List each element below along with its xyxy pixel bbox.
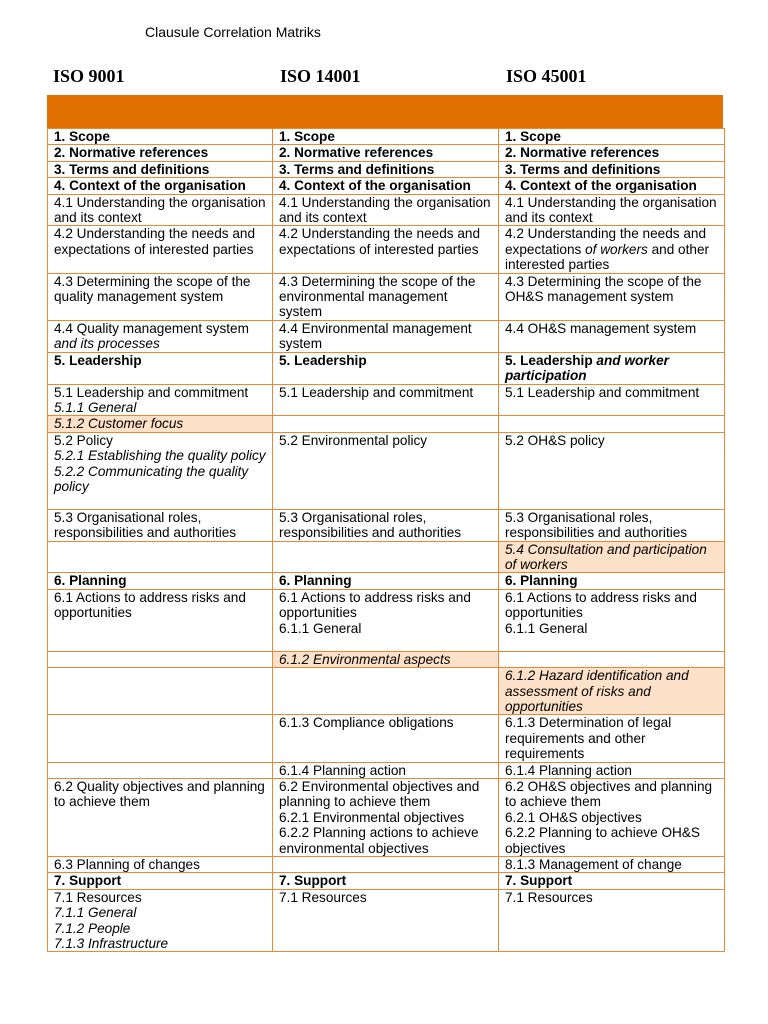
clause-text: 5.4 Consultation and participation of workers xyxy=(505,541,707,572)
clause-cell-iso-14001 xyxy=(273,762,499,778)
clause-text: 5. Leadership xyxy=(54,352,142,368)
clause-cell-iso-9001 xyxy=(48,541,273,573)
clause-text: 3. Terms and definitions xyxy=(279,161,435,177)
clause-cell-iso-14001 xyxy=(273,178,499,194)
clause-text: 8.1.3 Management of change xyxy=(505,857,682,873)
clause-cell-iso-14001 xyxy=(273,194,499,226)
clause-cell-iso-45001 xyxy=(499,715,725,762)
clause-text: 1. Scope xyxy=(54,129,110,144)
clause-text: 5.1 Leadership and commitment xyxy=(505,384,700,400)
clause-text: 6.2.1 OH&S objectives xyxy=(505,809,642,825)
clause-cell-iso-14001 xyxy=(273,432,499,509)
clause-cell-iso-14001 xyxy=(273,384,499,416)
clause-text: 5.2 OH&S policy xyxy=(505,432,605,448)
clause-cell-iso-14001 xyxy=(273,589,499,651)
document-title: Clausule Correlation Matriks xyxy=(145,24,321,40)
clause-correlation-table xyxy=(47,128,725,952)
clause-text: 6.2 Quality objectives and planning to achieve them xyxy=(54,779,265,810)
table-row xyxy=(48,178,725,194)
clause-text: 2. Normative references xyxy=(54,145,209,161)
table-row xyxy=(48,416,725,432)
table-row xyxy=(48,384,725,416)
table-row xyxy=(48,573,725,589)
clause-text: 7.1 Resources xyxy=(505,889,593,905)
table-row xyxy=(48,779,725,857)
clause-text: 1. Scope xyxy=(279,129,335,144)
clause-cell-iso-9001 xyxy=(48,352,273,384)
clause-cell-iso-9001 xyxy=(48,889,273,952)
clause-text: 5.3 Organisational roles, responsibilities and authorities xyxy=(279,509,462,541)
clause-text: 5.1.1 General xyxy=(54,399,137,415)
clause-cell-iso-14001 xyxy=(273,779,499,857)
clause-text: and worker participation xyxy=(505,352,669,384)
clause-cell-iso-14001 xyxy=(273,226,499,273)
clause-text: 5.2 Policy xyxy=(54,432,113,448)
clause-cell-iso-45001 xyxy=(499,145,725,161)
clause-text: 6.1 Actions to address risks and opportunities xyxy=(54,589,246,621)
clause-text: 6.1.1 General xyxy=(279,620,362,636)
clause-text: 5. Leadership xyxy=(279,352,367,368)
table-row xyxy=(48,194,725,226)
clause-cell-iso-9001 xyxy=(48,178,273,194)
clause-cell-iso-14001 xyxy=(273,352,499,384)
table-row xyxy=(48,161,725,177)
clause-cell-iso-9001 xyxy=(48,573,273,589)
clause-text: 5.1 Leadership and commitment xyxy=(279,384,474,400)
clause-cell-iso-45001 xyxy=(499,320,725,352)
clause-cell-iso-9001 xyxy=(48,416,273,432)
clause-text: 7.1.3 Infrastructure xyxy=(54,936,169,952)
table-row xyxy=(48,509,725,541)
clause-text: 7. Support xyxy=(279,873,347,889)
clause-cell-iso-9001 xyxy=(48,145,273,161)
clause-cell-iso-9001 xyxy=(48,509,273,541)
clause-cell-iso-45001 xyxy=(499,432,725,509)
clause-text: 4.4 Quality management system xyxy=(54,320,249,336)
clause-text: 6.2.2 Planning actions to achieve environmental objectives xyxy=(279,825,479,856)
clause-text: 5.2.1 Establishing the quality policy xyxy=(54,448,266,464)
clause-cell-iso-14001 xyxy=(273,651,499,667)
clause-text: 4.1 Understanding the organisation and its context xyxy=(279,194,491,226)
clause-text: 4.4 OH&S management system xyxy=(505,320,697,336)
clause-cell-iso-9001 xyxy=(48,589,273,651)
clause-cell-iso-9001 xyxy=(48,161,273,177)
clause-text: 4. Context of the organisation xyxy=(279,178,471,194)
table-row xyxy=(48,145,725,161)
table-row xyxy=(48,226,725,273)
column-header-iso-9001: ISO 9001 xyxy=(53,66,125,86)
clause-cell-iso-45001 xyxy=(499,651,725,667)
clause-text: 3. Terms and definitions xyxy=(505,161,661,177)
clause-cell-iso-45001 xyxy=(499,178,725,194)
clause-text: 5.1 Leadership and commitment xyxy=(54,384,249,400)
clause-text: 2. Normative references xyxy=(279,145,434,161)
clause-cell-iso-9001 xyxy=(48,226,273,273)
clause-text: 7. Support xyxy=(505,873,573,889)
clause-cell-iso-45001 xyxy=(499,668,725,715)
clause-text: 7.1 Resources xyxy=(54,889,142,905)
clause-cell-iso-14001 xyxy=(273,509,499,541)
clause-text: 6.2 Environmental objectives and planning to achieve them xyxy=(279,779,480,810)
table-row xyxy=(48,889,725,952)
table-row xyxy=(48,320,725,352)
column-header-iso-14001: ISO 14001 xyxy=(280,66,361,86)
clause-text: 4.4 Environmental management system xyxy=(279,320,472,352)
clause-cell-iso-45001 xyxy=(499,416,725,432)
clause-text: 6.1.2 Hazard identification and assessment of risks and opportunities xyxy=(505,668,689,714)
table-row xyxy=(48,541,725,573)
clause-text: 6.3 Planning of changes xyxy=(54,857,200,873)
clause-cell-iso-14001 xyxy=(273,715,499,762)
clause-text: 3. Terms and definitions xyxy=(54,161,210,177)
table-row xyxy=(48,352,725,384)
clause-text: 4.1 Understanding the organisation and its context xyxy=(54,194,266,226)
clause-text: 6. Planning xyxy=(54,573,127,589)
clause-cell-iso-14001 xyxy=(273,416,499,432)
clause-cell-iso-9001 xyxy=(48,857,273,873)
table-row xyxy=(48,129,725,145)
clause-text: 6.1.2 Environmental aspects xyxy=(279,651,451,667)
clause-text: 4. Context of the organisation xyxy=(54,178,246,194)
clause-cell-iso-9001 xyxy=(48,779,273,857)
clause-cell-iso-45001 xyxy=(499,889,725,952)
clause-cell-iso-45001 xyxy=(499,194,725,226)
clause-cell-iso-14001 xyxy=(273,889,499,952)
clause-text: 6.2.1 Environmental objectives xyxy=(279,809,465,825)
clause-text: 6.2 OH&S objectives and planning to achieve them xyxy=(505,779,713,810)
clause-text: 4.1 Understanding the organisation and its context xyxy=(505,194,717,226)
clause-text: 6.1.1 General xyxy=(505,620,588,636)
clause-text: 5.3 Organisational roles, responsibilities and authorities xyxy=(54,509,237,541)
clause-cell-iso-9001 xyxy=(48,273,273,320)
header-band xyxy=(47,95,723,128)
clause-cell-iso-14001 xyxy=(273,541,499,573)
clause-text: 6.1 Actions to address risks and opportunities xyxy=(279,589,471,621)
table-row xyxy=(48,273,725,320)
clause-cell-iso-14001 xyxy=(273,129,499,145)
clause-text: 7.1 Resources xyxy=(279,889,367,905)
clause-cell-iso-45001 xyxy=(499,762,725,778)
clause-cell-iso-9001 xyxy=(48,762,273,778)
clause-cell-iso-45001 xyxy=(499,541,725,573)
clause-text: 4. Context of the organisation xyxy=(505,178,697,194)
clause-cell-iso-14001 xyxy=(273,273,499,320)
clause-text: 6.2.2 Planning to achieve OH&S objectives xyxy=(505,825,700,856)
clause-text: 7. Support xyxy=(54,873,122,889)
clause-cell-iso-45001 xyxy=(499,573,725,589)
table-row xyxy=(48,857,725,873)
column-header-iso-45001: ISO 45001 xyxy=(506,66,587,86)
clause-text: 4.3 Determining the scope of the OH&S management system xyxy=(505,273,702,305)
clause-text: 6. Planning xyxy=(505,573,578,589)
clause-text: 4.2 Understanding the needs and expectations xyxy=(505,226,707,257)
table-row xyxy=(48,589,725,651)
clause-text: 6.1.3 Compliance obligations xyxy=(279,715,454,731)
clause-cell-iso-45001 xyxy=(499,226,725,273)
clause-cell-iso-45001 xyxy=(499,509,725,541)
clause-text: 5.1.2 Customer focus xyxy=(54,416,184,432)
clause-cell-iso-45001 xyxy=(499,129,725,145)
clause-text: 2. Normative references xyxy=(505,145,660,161)
clause-cell-iso-14001 xyxy=(273,145,499,161)
clause-cell-iso-45001 xyxy=(499,873,725,889)
clause-text: 6.1.3 Determination of legal requirements and other requirements xyxy=(505,715,672,762)
clause-cell-iso-14001 xyxy=(273,573,499,589)
clause-text: and its processes xyxy=(54,336,160,352)
clause-cell-iso-45001 xyxy=(499,273,725,320)
clause-text: 5. Leadership xyxy=(505,352,597,368)
clause-text: 5.3 Organisational roles, responsibilities and authorities xyxy=(505,509,688,541)
clause-cell-iso-45001 xyxy=(499,161,725,177)
clause-cell-iso-9001 xyxy=(48,194,273,226)
clause-text: 6. Planning xyxy=(279,573,352,589)
clause-cell-iso-14001 xyxy=(273,668,499,715)
table-row xyxy=(48,762,725,778)
table-row xyxy=(48,715,725,762)
table-row xyxy=(48,668,725,715)
clause-text: 4.3 Determining the scope of the quality management system xyxy=(54,273,251,305)
clause-text: 4.2 Understanding the needs and expectations of interested parties xyxy=(279,226,481,257)
clause-text: 1. Scope xyxy=(505,129,561,144)
clause-cell-iso-9001 xyxy=(48,668,273,715)
table-body xyxy=(48,129,725,952)
clause-cell-iso-14001 xyxy=(273,320,499,352)
clause-cell-iso-9001 xyxy=(48,873,273,889)
table-row xyxy=(48,651,725,667)
clause-text: 4.2 Understanding the needs and expectations of interested parties xyxy=(54,226,256,257)
clause-text: 6.1.4 Planning action xyxy=(505,762,632,778)
clause-text: 5.2.2 Communicating the quality policy xyxy=(54,463,249,494)
clause-cell-iso-9001 xyxy=(48,320,273,352)
clause-text: and other interested parties xyxy=(505,241,710,273)
clause-text: 6.1.4 Planning action xyxy=(279,762,406,778)
clause-text: 5.2 Environmental policy xyxy=(279,432,428,448)
table-row xyxy=(48,432,725,509)
table-row xyxy=(48,873,725,889)
clause-cell-iso-9001 xyxy=(48,651,273,667)
clause-cell-iso-45001 xyxy=(499,779,725,857)
clause-text: 7.1.1 General xyxy=(54,905,137,921)
clause-cell-iso-45001 xyxy=(499,384,725,416)
clause-cell-iso-45001 xyxy=(499,352,725,384)
clause-text: 4.3 Determining the scope of the environmental management system xyxy=(279,273,476,320)
clause-cell-iso-9001 xyxy=(48,432,273,509)
clause-cell-iso-9001 xyxy=(48,715,273,762)
clause-cell-iso-9001 xyxy=(48,129,273,145)
clause-text: of workers xyxy=(585,241,648,257)
clause-cell-iso-14001 xyxy=(273,857,499,873)
clause-text: 6.1 Actions to address risks and opportunities xyxy=(505,589,697,621)
clause-text: 7.1.2 People xyxy=(54,920,131,936)
clause-cell-iso-9001 xyxy=(48,384,273,416)
clause-cell-iso-14001 xyxy=(273,161,499,177)
clause-cell-iso-45001 xyxy=(499,857,725,873)
clause-cell-iso-45001 xyxy=(499,589,725,651)
clause-cell-iso-14001 xyxy=(273,873,499,889)
